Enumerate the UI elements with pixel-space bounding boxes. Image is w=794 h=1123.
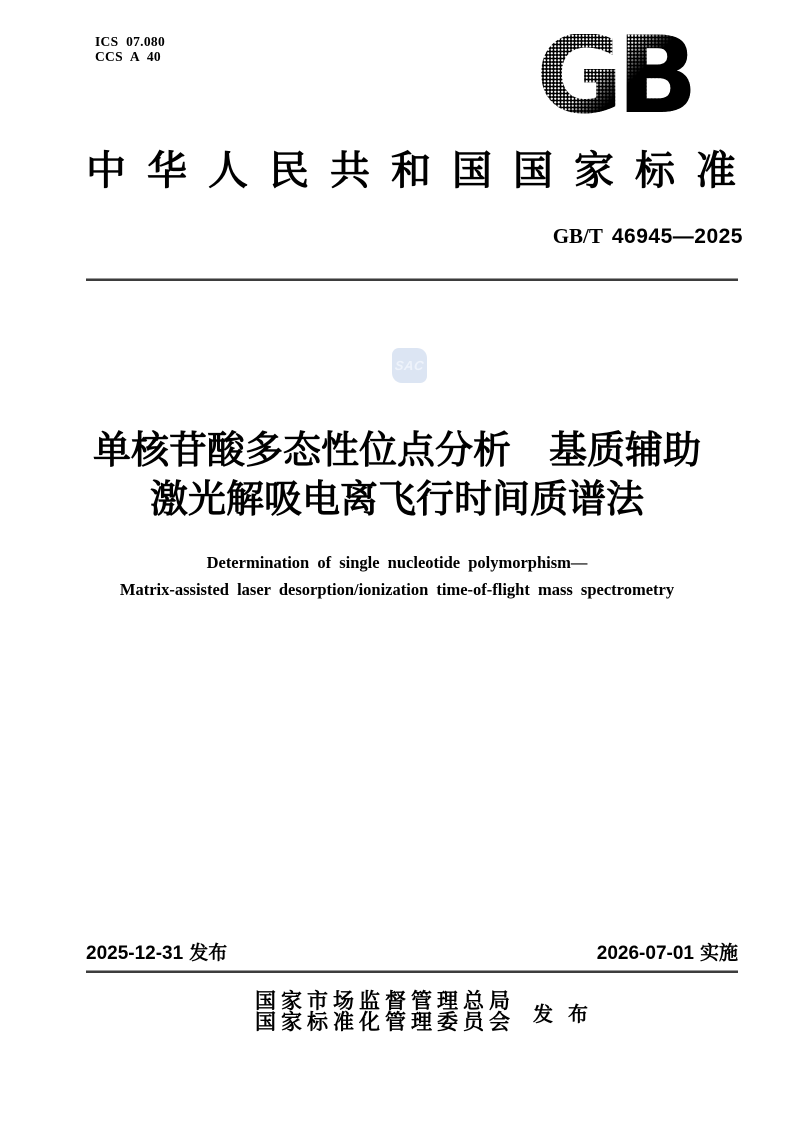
standard-number-prefix: GB/T <box>552 224 603 248</box>
issue-date-label: 发布 <box>189 943 228 964</box>
ccs-code: CCS A 40 <box>95 48 161 64</box>
standard-number <box>553 224 743 249</box>
footer-divider <box>86 970 738 973</box>
issue-date-value: 2025-12-31 <box>86 943 184 964</box>
document-title-en <box>0 549 794 603</box>
publisher-block <box>255 991 603 1033</box>
document-title-en-line2: Matrix-assisted laser desorption/ionization time-of-flight mass spectrometry <box>119 580 675 599</box>
document-title-zh-line1: 单核苷酸多态性位点分析 基质辅助 <box>92 430 701 472</box>
dates-row <box>86 943 738 965</box>
document-title-en-line1: Determination of single nucleotide polymorphism— <box>206 553 588 572</box>
sac-watermark <box>392 348 427 383</box>
classification-codes <box>95 35 165 64</box>
publisher-names <box>255 991 515 1033</box>
implementation-date-value: 2026-07-01 <box>596 943 694 964</box>
ics-code: ICS 07.080 <box>95 34 166 49</box>
publisher-line-1: 国家市场监督管理总局 <box>255 989 515 1013</box>
document-title-zh-line2: 激光解吸电离飞行时间质谱法 <box>149 479 644 521</box>
publish-label: 发布 <box>533 1003 603 1026</box>
standard-number-digits: 46945—2025 <box>611 225 743 248</box>
sac-watermark-text: SAC <box>394 358 425 373</box>
implementation-date <box>597 943 738 965</box>
issue-date <box>86 943 227 965</box>
gb-logo: GB <box>536 34 696 118</box>
national-standard-heading: 中华人民共和国国家标准 <box>86 148 757 193</box>
header-divider <box>86 278 738 281</box>
document-title-zh <box>0 427 794 525</box>
implementation-date-label: 实施 <box>699 943 738 964</box>
publisher-line-2: 国家标准化管理委员会 <box>255 1010 515 1034</box>
